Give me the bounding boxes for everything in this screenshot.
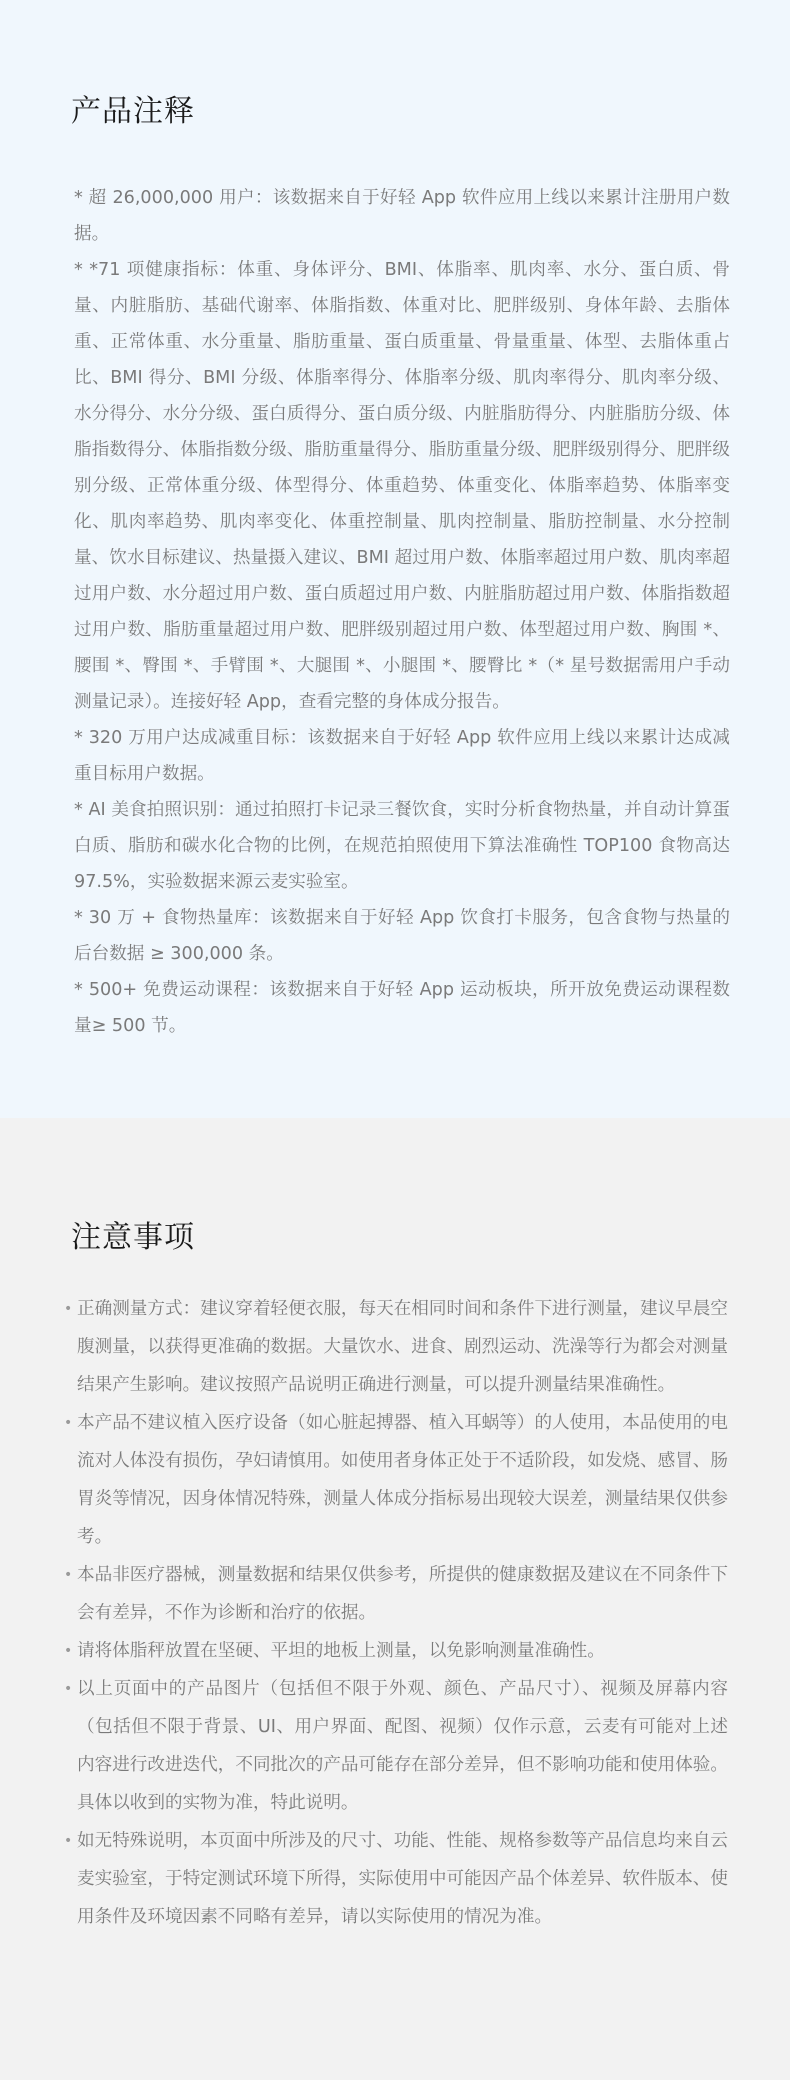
cautions-section [0,1118,790,2080]
cautions-list [64,1290,728,1936]
caution-not-medical [64,1556,728,1632]
caution-measurement-method [64,1290,728,1404]
product-notes-title: 产品注释 [71,94,195,129]
bullet-icon: • [64,1833,73,1849]
note-health-indicators: * *71 项健康指标：体重、身体评分、BMI、体脂率、肌肉率、水分、蛋白质、骨量、内脏脂肪、基础代谢率、体脂指数、体重对比、肥胖级别、身体年龄、去脂体重、正常体重、水分重量、脂肪重量、蛋白质重量、骨量重量、体型、去脂体重占比、BMI 得分、BMI 分级、体脂率得分、体脂率分级、肌肉率得分、肌肉率分级、水分得分、水分分级、蛋白质得分、蛋白质分级、内脏脂肪得分、内脏脂肪分级、体脂指数得分、体脂指数分级、脂肪重量得分、脂肪重量分级、肥胖级别得分、肥胖级别分级、正常体重分级、体型得分、体重趋势、体重变化、体脂率趋势、体脂率变化、肌肉率趋势、肌肉率变化、体重控制量、肌肉控制量、脂肪控制量、水分控制量、饮水目标建议、热量摄入建议、BMI 超过用户数、体脂率超过用户数、肌肉率超过用户数、水分超过用户数、蛋白质超过用户数、内脏脂肪超过用户数、体脂指数超过用户数、脂肪重量超过用户数、肥胖级别超过用户数、体型超过用户数、胸围 *、腰围 *、臀围 *、手臂围 *、大腿围 *、小腿围 *、腰臀比 *（* 星号数据需用户手动测量记录）。连接好轻 App，查看完整的身体成分报告。 [74,260,730,712]
caution-text: 本品非医疗器械，测量数据和结果仅供参考，所提供的健康数据及建议在不同条件下会有差异，不作为诊断和治疗的依据。 [77,1565,728,1623]
bullet-icon: • [64,1567,73,1583]
caution-text: 本产品不建议植入医疗设备（如心脏起搏器、植入耳蜗等）的人使用，本品使用的电流对人体没有损伤，孕妇请慎用。如使用者身体正处于不适阶段，如发烧、感冒、肠胃炎等情况，因身体情况特殊，测量人体成分指标易出现较大误差，测量结果仅供参考。 [77,1413,728,1547]
bullet-icon: • [64,1643,73,1659]
caution-text: 以上页面中的产品图片（包括但不限于外观、颜色、产品尺寸）、视频及屏幕内容（包括但不限于背景、UI、用户界面、配图、视频）仅作示意，云麦有可能对上述内容进行改进迭代，不同批次的产品可能存在部分差异，但不影响功能和使用体验。具体以收到的实物为准，特此说明。 [77,1679,728,1813]
product-notes-body [74,180,730,1044]
note-food-calorie-library: * 30 万 + 食物热量库：该数据来自于好轻 App 饮食打卡服务，包含食物与热量的后台数据 ≥ 300,000 条。 [74,908,730,964]
caution-text: 如无特殊说明，本页面中所涉及的尺寸、功能、性能、规格参数等产品信息均来自云麦实验室，于特定测试环境下所得，实际使用中可能因产品个体差异、软件版本、使用条件及环境因素不同略有差异，请以实际使用的情况为准。 [77,1831,728,1927]
caution-images-illustrative [64,1670,728,1822]
note-free-courses: * 500+ 免费运动课程：该数据来自于好轻 App 运动板块，所开放免费运动课程数量≥ 500 节。 [74,980,730,1036]
caution-placement [64,1632,728,1670]
bullet-icon: • [64,1415,73,1431]
caution-text: 请将体脂秤放置在坚硬、平坦的地板上测量，以免影响测量准确性。 [77,1641,605,1661]
caution-lab-data [64,1822,728,1936]
caution-medical-devices [64,1404,728,1556]
bullet-icon: • [64,1681,73,1697]
note-ai-food-recognition: * AI 美食拍照识别：通过拍照打卡记录三餐饮食，实时分析食物热量，并自动计算蛋白质、脂肪和碳水化合物的比例，在规范拍照使用下算法准确性 TOP100 食物高达 97.5%，实验数据来源云麦实验室。 [74,800,730,892]
note-weight-loss-users: * 320 万用户达成减重目标：该数据来自于好轻 App 软件应用上线以来累计达成减重目标用户数据。 [74,728,730,784]
note-users: * 超 26,000,000 用户：该数据来自于好轻 App 软件应用上线以来累计注册用户数据。 [74,188,730,244]
caution-text: 正确测量方式：建议穿着轻便衣服，每天在相同时间和条件下进行测量，建议早晨空腹测量，以获得更准确的数据。大量饮水、进食、剧烈运动、洗澡等行为都会对测量结果产生影响。建议按照产品说明正确进行测量，可以提升测量结果准确性。 [77,1299,728,1395]
cautions-title: 注意事项 [71,1220,195,1255]
bullet-icon: • [64,1301,73,1317]
